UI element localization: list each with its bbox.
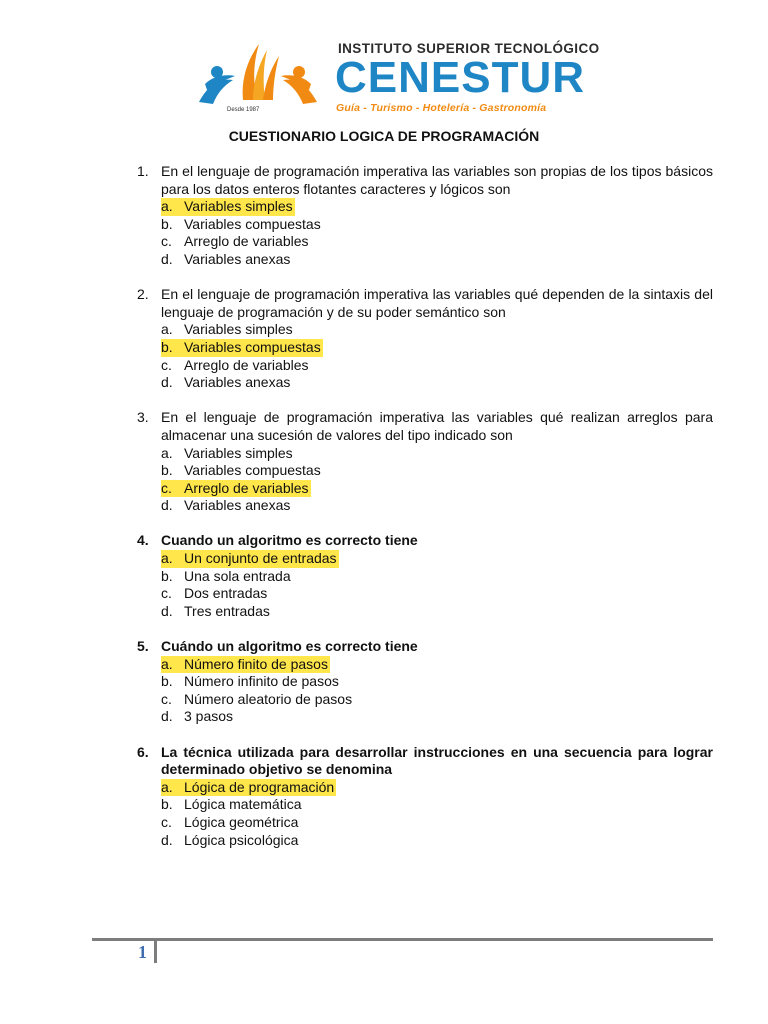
option-a-highlighted: [161, 779, 336, 797]
option-letter: d.: [161, 831, 173, 848]
option-text: Variables anexas: [184, 250, 291, 267]
option-b: [161, 673, 339, 691]
option-letter: c.: [161, 690, 172, 707]
option-letter: c.: [161, 585, 172, 602]
option-letter: d.: [161, 497, 173, 514]
question-number: 2.: [137, 286, 149, 303]
question-6: [137, 744, 713, 850]
option-d: [161, 497, 290, 515]
option-letter: b.: [161, 462, 173, 479]
cenestur-logo-icon: [195, 40, 325, 112]
question-2: [137, 286, 713, 392]
option-letter: b.: [161, 673, 173, 690]
footer-divider: [92, 938, 713, 941]
option-d: [161, 708, 233, 726]
option-a: [161, 321, 293, 339]
option-letter: c.: [161, 356, 172, 373]
question-5: [137, 638, 713, 726]
logo-institute-text: INSTITUTO SUPERIOR TECNOLÓGICO: [338, 41, 600, 56]
option-d: [161, 832, 298, 850]
option-c: [161, 233, 309, 251]
option-letter: a.: [161, 655, 173, 672]
page-number: 1: [138, 942, 147, 962]
option-b: [161, 796, 302, 814]
option-d: [161, 251, 290, 269]
option-text: Variables anexas: [184, 497, 291, 514]
option-letter: a.: [161, 444, 173, 461]
question-number: 3.: [137, 409, 149, 426]
option-text: Arreglo de variables: [184, 356, 309, 373]
question-number: 6.: [137, 743, 149, 760]
option-text: Lógica matemática: [184, 796, 302, 813]
question-text: En el lenguaje de programación imperativa las variables qué realizan arreglos para almacenar una sucesión de valores del tipo indicado son: [161, 409, 713, 443]
option-letter: a.: [161, 778, 173, 795]
question-number: 5.: [137, 638, 149, 655]
option-text: Variables anexas: [184, 374, 291, 391]
option-letter: d.: [161, 602, 173, 619]
option-text: Dos entradas: [184, 585, 268, 602]
document-title: CUESTIONARIO LOGICA DE PROGRAMACIÓN: [228, 128, 540, 144]
institute-logo: [195, 40, 605, 120]
option-text: Variables simples: [184, 321, 293, 338]
question-text: Cuando un algoritmo es correcto tiene: [161, 532, 418, 549]
option-letter: d.: [161, 374, 173, 391]
option-text: Lógica geométrica: [184, 813, 299, 830]
option-list: [161, 198, 713, 268]
question-number: 1.: [137, 163, 149, 179]
option-b: [161, 216, 321, 234]
option-list: [161, 321, 713, 391]
option-text: Arreglo de variables: [184, 233, 309, 250]
option-c: [161, 357, 309, 375]
option-text: Número aleatorio de pasos: [184, 690, 353, 707]
option-text: Variables compuestas: [184, 338, 321, 355]
option-text: Arreglo de variables: [184, 479, 309, 496]
option-text: Número finito de pasos: [184, 655, 328, 672]
option-letter: a.: [161, 198, 173, 215]
option-list: [161, 550, 713, 620]
option-a: [161, 445, 293, 463]
option-b-highlighted: [161, 339, 323, 357]
option-letter: a.: [161, 321, 173, 338]
question-1: [137, 163, 713, 269]
option-letter: b.: [161, 215, 173, 232]
question-text: La técnica utilizada para desarrollar instrucciones en una secuencia para lograr determinado objetivo se denomina: [161, 743, 713, 778]
option-letter: a.: [161, 550, 173, 567]
option-letter: c.: [161, 479, 172, 496]
question-text: En el lenguaje de programación imperativa las variables qué dependen de la sintaxis del lenguaje de programación y de su poder semántico son: [161, 286, 713, 320]
option-text: 3 pasos: [184, 708, 234, 725]
option-c: [161, 814, 298, 832]
option-a-highlighted: [161, 198, 295, 216]
option-list: [161, 779, 713, 849]
option-letter: b.: [161, 338, 173, 355]
question-text: En el lenguaje de programación imperativa las variables son propias de los tipos básicos para los datos enteros flotantes caracteres y lógicos son: [161, 163, 713, 197]
option-letter: c.: [161, 813, 172, 830]
option-text: Variables compuestas: [184, 462, 321, 479]
option-list: [161, 445, 713, 515]
option-letter: b.: [161, 796, 173, 813]
option-letter: d.: [161, 708, 173, 725]
option-a-highlighted: [161, 656, 330, 674]
option-text: Un conjunto de entradas: [184, 550, 337, 567]
option-c: [161, 691, 352, 709]
option-b: [161, 462, 321, 480]
option-letter: c.: [161, 233, 172, 250]
questionnaire: [137, 163, 713, 867]
option-c: [161, 585, 267, 603]
option-d: [161, 603, 270, 621]
question-text: Cuándo un algoritmo es correcto tiene: [161, 638, 418, 655]
option-a-highlighted: [161, 550, 339, 568]
logo-name-text: CENESTUR: [335, 53, 586, 102]
option-b: [161, 568, 291, 586]
question-number: 4.: [137, 532, 149, 549]
question-4: [137, 532, 713, 620]
option-text: Variables simples: [184, 444, 293, 461]
option-text: Variables compuestas: [184, 215, 321, 232]
option-text: Lógica psicológica: [184, 831, 299, 848]
option-text: Número infinito de pasos: [184, 673, 339, 690]
option-list: [161, 656, 713, 726]
option-letter: b.: [161, 567, 173, 584]
question-3: [137, 409, 713, 515]
logo-tagline: Guía - Turismo - Hotelería - Gastronomía: [336, 102, 547, 114]
option-text: Una sola entrada: [184, 567, 291, 584]
option-text: Variables simples: [184, 198, 293, 215]
option-text: Tres entradas: [184, 602, 270, 619]
footer-page-separator: [154, 941, 157, 963]
option-d: [161, 374, 290, 392]
option-text: Lógica de programación: [184, 778, 335, 795]
option-c-highlighted: [161, 480, 311, 498]
logo-since: Desde 1987: [227, 107, 260, 113]
option-letter: d.: [161, 250, 173, 267]
